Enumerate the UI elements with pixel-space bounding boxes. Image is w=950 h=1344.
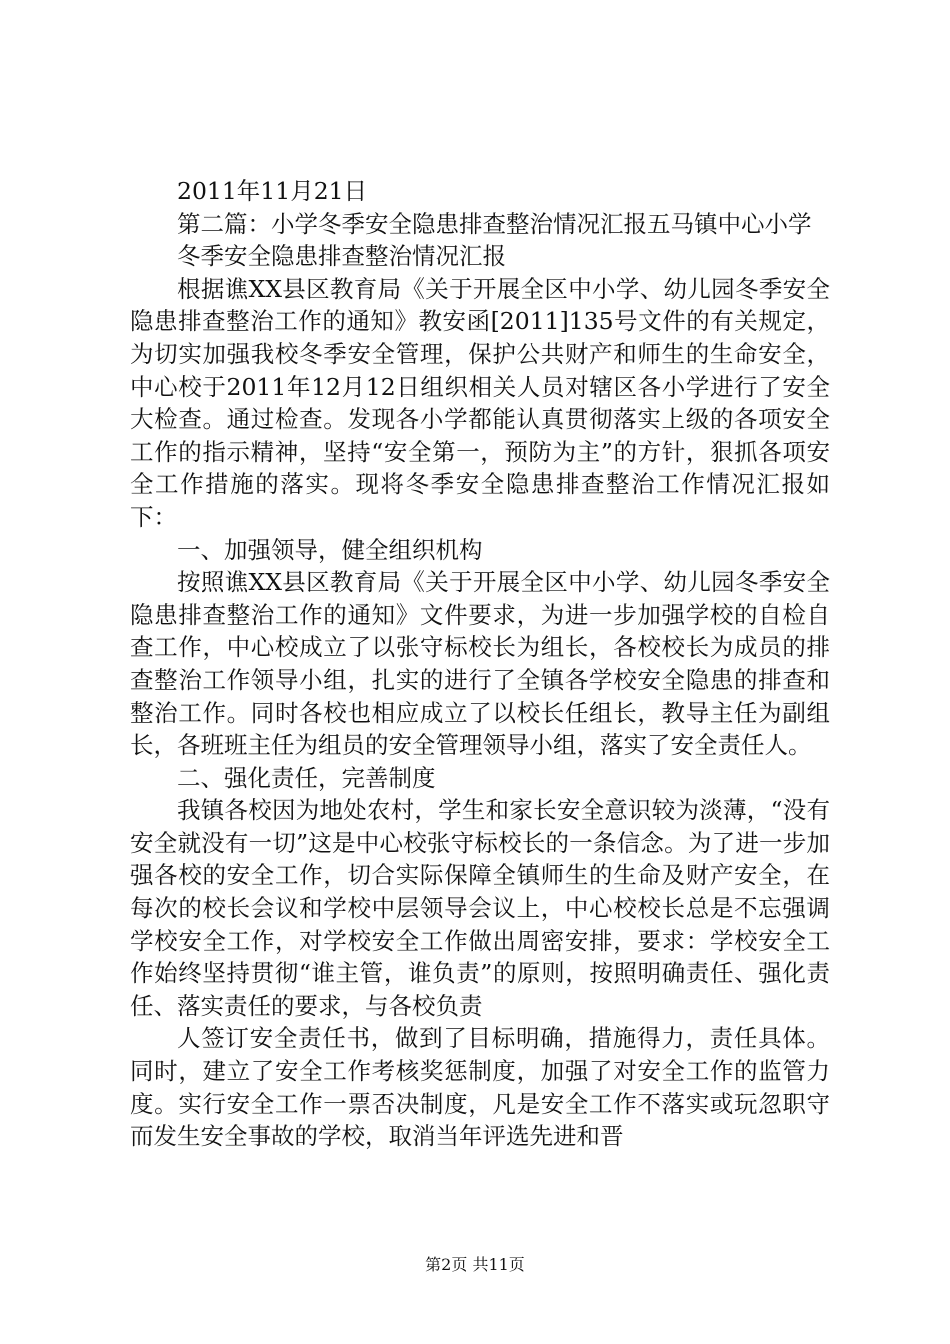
paragraph-responsibility: 我镇各校因为地处农村，学生和家长安全意识较为淡薄，“没有安全就没有一切”这是中心校张守标校长的一条信念。为了进一步加强各校的安全工作，切合实际保障全镇师生的生命及财产安全，在每次的校长会议和学校中层领导会议上，中心校校长总是不忘强调学校安全工作，对学校安全工作做出周密安排，要求：学校安全工作始终坚持贯彻“谁主管，谁负责”的原则，按照明确责任、强化责任、落实责任的要求，与各校负责	[130, 796, 830, 1020]
heading-two: 二、强化责任，完善制度	[177, 763, 436, 792]
intro-paragraph: 根据谯XX县区教育局《关于开展全区中小学、幼儿园冬季安全隐患排查整治工作的通知》教安函[2011]135号文件的有关规定，为切实加强我校冬季安全管理，保护公共财产和师生的生命安全，中心校于2011年12月12日组织相关人员对辖区各小学进行了安全大检查。通过检查。发现各小学都能认真贯彻落实上级的各项安全工作的指示精神，坚持“安全第一，预防为主”的方针，狠抓各项安全工作措施的落实。现将冬季安全隐患排查整治工作情况汇报如下：	[130, 274, 830, 531]
date-line: 2011年11月21日	[177, 177, 368, 205]
paragraph-responsibility-cont: 人签订安全责任书，做到了目标明确，措施得力，责任具体。同时，建立了安全工作考核奖惩制度，加强了对安全工作的监管力度。实行安全工作一票否决制度，凡是安全工作不落实或玩忽职守而发生安全事故的学校，取消当年评选先进和晋	[130, 1024, 830, 1151]
document-body	[130, 175, 830, 1153]
section-title: 第二篇：小学冬季安全隐患排查整治情况汇报五马镇中心小学	[177, 209, 812, 238]
page-footer: 第2页 共11页	[425, 1255, 525, 1274]
paragraph-leadership: 按照谯XX县区教育局《关于开展全区中小学、幼儿园冬季安全隐患排查整治工作的通知》文件要求，为进一步加强学校的自检自查工作，中心校成立了以张守标校长为组长，各校校长为成员的排查整治工作领导小组，扎实的进行了全镇各学校安全隐患的排查和整治工作。同时各校也相应成立了以校长任组长，教导主任为副组长，各班班主任为组员的安全管理领导小组，落实了安全责任人。	[130, 568, 830, 760]
heading-one: 一、加强领导，健全组织机构	[177, 535, 483, 564]
report-title: 冬季安全隐患排查整治情况汇报	[177, 242, 506, 271]
